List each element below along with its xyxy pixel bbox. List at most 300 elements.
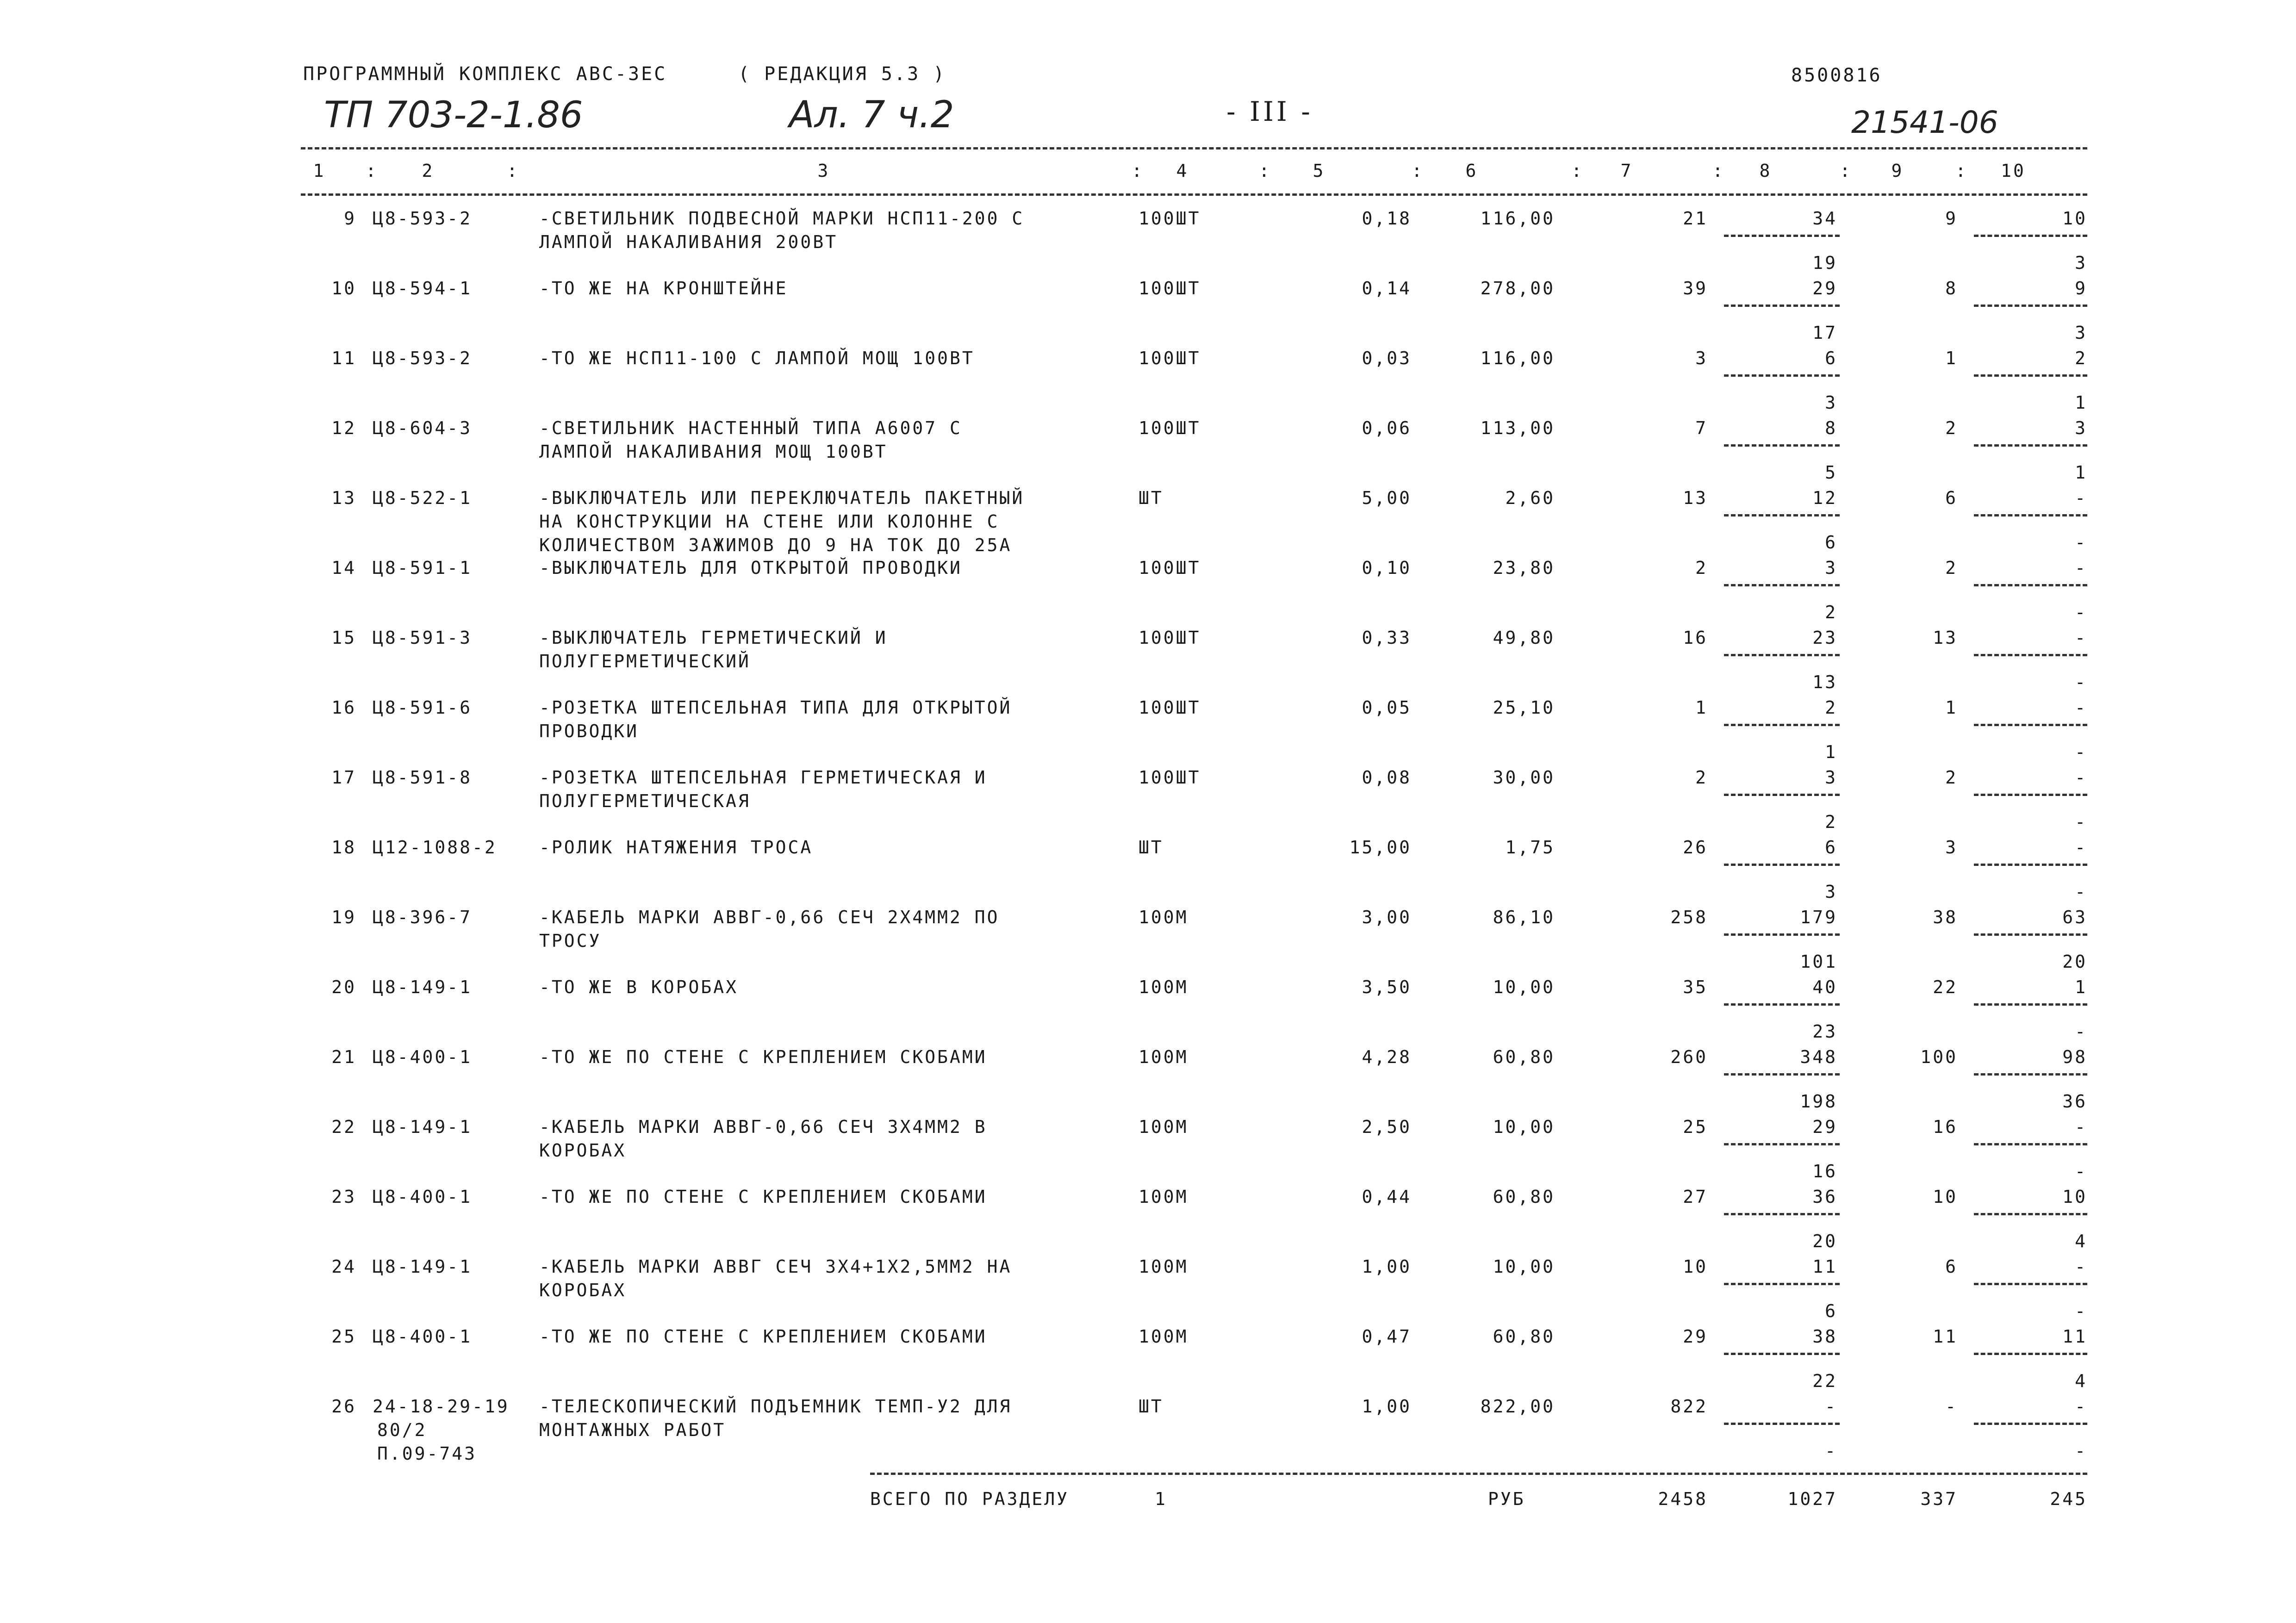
row-machine-wages: - (2075, 1396, 2087, 1417)
row-description: -ТО ЖЕ ПО СТЕНЕ С КРЕПЛЕНИЕМ СКОБАМИ (539, 1187, 987, 1207)
row-description: -СВЕТИЛЬНИК НАСТЕННЫЙ ТИПА А6007 С (539, 418, 962, 438)
row-total-cost: 21 (1683, 208, 1708, 229)
row-code: Ц8-591-6 (373, 697, 473, 718)
row-machines: 16 (1933, 1117, 1958, 1137)
row-unit: 100М (1139, 1117, 1188, 1137)
row-number: 20 (331, 977, 356, 997)
row-code: Ц8-604-3 (373, 418, 473, 438)
row-total-cost: 16 (1683, 628, 1708, 648)
row-wages: 3 (1825, 558, 1837, 578)
row-machine-wages-sub: 36 (2062, 1091, 2087, 1112)
row-subrule-8 (1724, 374, 1840, 377)
row-machine-wages: - (2075, 558, 2087, 578)
column-separator: : (366, 161, 378, 181)
row-description: -КАБЕЛЬ МАРКИ АВВГ СЕЧ 3Х4+1Х2,5ММ2 НА (539, 1256, 1012, 1277)
column-separator: : (507, 161, 519, 181)
row-wages: 12 (1812, 488, 1837, 508)
row-subrule-8 (1724, 1073, 1840, 1076)
row-description: -ТО ЖЕ НСП11-100 С ЛАМПОЙ МОЩ 100ВТ (539, 348, 975, 368)
header-rule (301, 193, 2087, 196)
row-unit-price: 86,10 (1493, 907, 1555, 927)
row-number: 22 (331, 1117, 356, 1137)
row-total-cost: 26 (1683, 837, 1708, 858)
row-subrule-8 (1724, 654, 1840, 656)
row-machines: 6 (1945, 488, 1958, 508)
row-quantity: 3,50 (1362, 977, 1412, 997)
row-code: Ц8-400-1 (373, 1187, 473, 1207)
row-quantity: 0,05 (1362, 697, 1412, 718)
row-unit-price: 49,80 (1493, 628, 1555, 648)
column-separator: : (1132, 161, 1144, 181)
row-machines: - (1945, 1396, 1958, 1417)
row-description: -СВЕТИЛЬНИК ПОДВЕСНОЙ МАРКИ НСП11-200 С (539, 208, 1025, 229)
row-machine-wages: 9 (2075, 278, 2087, 298)
row-code: Ц8-522-1 (373, 488, 473, 508)
row-unit: 100М (1139, 1256, 1188, 1277)
row-subrule-8 (1724, 514, 1840, 516)
row-wages: 29 (1812, 278, 1837, 298)
column-number: 6 (1465, 161, 1478, 181)
row-machines: 100 (1920, 1047, 1958, 1067)
row-wages: 6 (1825, 837, 1837, 858)
row-machine-wages-sub: 3 (2075, 323, 2087, 343)
row-machines: 10 (1933, 1187, 1958, 1207)
row-wages: - (1825, 1396, 1837, 1417)
row-quantity: 3,00 (1362, 907, 1412, 927)
row-wages: 40 (1812, 977, 1837, 997)
row-description: КОРОБАХ (539, 1280, 627, 1300)
row-unit: 100ШТ (1139, 208, 1201, 229)
row-machine-wages: - (2075, 1256, 2087, 1277)
column-number: 7 (1620, 161, 1633, 181)
column-separator: : (1259, 161, 1271, 181)
row-machines: 38 (1933, 907, 1958, 927)
column-separator: : (1712, 161, 1725, 181)
column-separator: : (1571, 161, 1584, 181)
row-subrule-10 (1974, 1423, 2087, 1425)
row-total-cost: 39 (1683, 278, 1708, 298)
row-description: -ВЫКЛЮЧАТЕЛЬ ГЕРМЕТИЧЕСКИЙ И (539, 628, 888, 648)
row-machine-wages: - (2075, 488, 2087, 508)
total-machine-wages: 245 (2050, 1489, 2087, 1509)
top-rule (301, 147, 2087, 149)
row-unit: ШТ (1139, 488, 1164, 508)
row-machines: 1 (1945, 697, 1958, 718)
row-total-cost: 1 (1695, 697, 1708, 718)
row-unit: 100М (1139, 1326, 1188, 1347)
row-machines: 6 (1945, 1256, 1958, 1277)
row-number: 25 (331, 1326, 356, 1347)
column-number: 9 (1891, 161, 1904, 181)
row-machine-wages: 10 (2062, 1187, 2087, 1207)
row-subrule-8 (1724, 1003, 1840, 1006)
total-machines: 337 (1920, 1489, 1958, 1509)
row-machine-wages-sub: - (2075, 882, 2087, 902)
row-description: МОНТАЖНЫХ РАБОТ (539, 1420, 726, 1440)
row-total-cost: 7 (1695, 418, 1708, 438)
row-number: 18 (331, 837, 356, 858)
row-machine-wages-sub: 1 (2075, 392, 2087, 413)
row-subrule-8 (1724, 724, 1840, 726)
row-description: ПРОВОДКИ (539, 721, 639, 741)
row-subrule-10 (1974, 933, 2087, 936)
row-machine-wages-sub: 4 (2075, 1371, 2087, 1391)
row-unit: 100ШТ (1139, 697, 1201, 718)
row-unit-price: 1,75 (1505, 837, 1555, 858)
row-total-cost: 2 (1695, 558, 1708, 578)
row-unit-price: 60,80 (1493, 1187, 1555, 1207)
row-total-cost: 822 (1670, 1396, 1708, 1417)
row-code-extra: П.09-743 (377, 1443, 477, 1464)
row-code: Ц8-593-2 (373, 348, 473, 368)
row-code: 24-18-29-19 (373, 1396, 510, 1417)
row-number: 26 (331, 1396, 356, 1417)
row-subrule-8 (1724, 1283, 1840, 1285)
row-subrule-8 (1724, 1423, 1840, 1425)
row-code: Ц8-593-2 (373, 208, 473, 229)
row-machine-wages-sub: - (2075, 602, 2087, 622)
column-number: 10 (2001, 161, 2026, 181)
row-number: 11 (331, 348, 356, 368)
row-machines: 11 (1933, 1326, 1958, 1347)
row-description: ЛАМПОЙ НАКАЛИВАНИЯ МОЩ 100ВТ (539, 442, 888, 462)
row-total-cost: 258 (1670, 907, 1708, 927)
program-name: ПРОГРАММНЫЙ КОМПЛЕКС АВС-3ЕС (303, 63, 667, 85)
program-edition: ( РЕДАКЦИЯ 5.3 ) (738, 63, 946, 85)
row-quantity: 0,06 (1362, 418, 1412, 438)
row-machine-wages: 98 (2062, 1047, 2087, 1067)
row-wages: 3 (1825, 767, 1837, 788)
row-unit: ШТ (1139, 1396, 1164, 1417)
row-code: Ц8-594-1 (373, 278, 473, 298)
row-quantity: 0,47 (1362, 1326, 1412, 1347)
row-number: 9 (344, 208, 356, 229)
row-machine-wages-sub: - (2075, 1301, 2087, 1321)
row-machine-wages: 11 (2062, 1326, 2087, 1347)
column-number: 2 (422, 161, 435, 181)
row-description: -ТО ЖЕ НА КРОНШТЕЙНЕ (539, 278, 788, 298)
row-total-cost: 35 (1683, 977, 1708, 997)
row-quantity: 0,18 (1362, 208, 1412, 229)
row-wages-sub: 3 (1825, 392, 1837, 413)
row-code: Ц12-1088-2 (373, 837, 497, 858)
row-description: ПОЛУГЕРМЕТИЧЕСКИЙ (539, 651, 751, 672)
row-unit: 100ШТ (1139, 558, 1201, 578)
row-wages: 348 (1800, 1047, 1837, 1067)
row-code: Ц8-400-1 (373, 1047, 473, 1067)
row-total-cost: 13 (1683, 488, 1708, 508)
row-wages-sub: - (1825, 1441, 1837, 1461)
row-number: 24 (331, 1256, 356, 1277)
row-total-cost: 3 (1695, 348, 1708, 368)
row-unit: 100М (1139, 977, 1188, 997)
row-wages: 179 (1800, 907, 1837, 927)
row-number: 10 (331, 278, 356, 298)
row-machine-wages-sub: - (2075, 532, 2087, 553)
row-description: ТРОСУ (539, 931, 602, 951)
total-count: 1 (1155, 1489, 1167, 1509)
row-wages-sub: 17 (1812, 323, 1837, 343)
row-machines: 8 (1945, 278, 1958, 298)
row-wages-sub: 13 (1812, 672, 1837, 692)
total-currency: РУБ (1488, 1489, 1525, 1509)
row-number: 19 (331, 907, 356, 927)
row-number: 15 (331, 628, 356, 648)
row-quantity: 15,00 (1349, 837, 1412, 858)
row-description: КОРОБАХ (539, 1140, 627, 1161)
row-machines: 1 (1945, 348, 1958, 368)
row-unit-price: 116,00 (1480, 348, 1555, 368)
row-unit-price: 30,00 (1493, 767, 1555, 788)
row-wages-sub: 198 (1800, 1091, 1837, 1112)
row-subrule-10 (1974, 1283, 2087, 1285)
row-machine-wages-sub: - (2075, 672, 2087, 692)
row-subrule-10 (1974, 305, 2087, 307)
row-code: Ц8-591-8 (373, 767, 473, 788)
row-wages-sub: 5 (1825, 462, 1837, 483)
row-wages-sub: 16 (1812, 1161, 1837, 1181)
row-description: -ТО ЖЕ В КОРОБАХ (539, 977, 739, 997)
row-unit: 100М (1139, 907, 1188, 927)
column-number: 4 (1176, 161, 1189, 181)
row-machines: 22 (1933, 977, 1958, 997)
row-unit: 100ШТ (1139, 628, 1201, 648)
row-total-cost: 27 (1683, 1187, 1708, 1207)
row-quantity: 1,00 (1362, 1256, 1412, 1277)
row-subrule-8 (1724, 1213, 1840, 1215)
row-description: ЛАМПОЙ НАКАЛИВАНИЯ 200ВТ (539, 232, 838, 252)
row-wages: 11 (1812, 1256, 1837, 1277)
row-unit: ШТ (1139, 837, 1164, 858)
row-code: Ц8-149-1 (373, 1117, 473, 1137)
row-unit: 100ШТ (1139, 348, 1201, 368)
row-wages: 34 (1812, 208, 1837, 229)
row-wages-sub: 20 (1812, 1231, 1837, 1251)
row-wages: 6 (1825, 348, 1837, 368)
row-wages-sub: 6 (1825, 532, 1837, 553)
row-code: Ц8-149-1 (373, 1256, 473, 1277)
row-number: 21 (331, 1047, 356, 1067)
row-wages-sub: 3 (1825, 882, 1837, 902)
row-unit: 100ШТ (1139, 767, 1201, 788)
row-subrule-10 (1974, 584, 2087, 586)
row-subrule-10 (1974, 654, 2087, 656)
row-subrule-10 (1974, 724, 2087, 726)
row-description: -РОЛИК НАТЯЖЕНИЯ ТРОСА (539, 837, 813, 858)
row-subrule-8 (1724, 794, 1840, 796)
row-machine-wages-sub: - (2075, 1441, 2087, 1461)
row-description: НА КОНСТРУКЦИИ НА СТЕНЕ ИЛИ КОЛОННЕ С (539, 511, 1000, 532)
row-subrule-10 (1974, 864, 2087, 866)
row-quantity: 0,03 (1362, 348, 1412, 368)
row-unit-price: 822,00 (1480, 1396, 1555, 1417)
row-machine-wages: - (2075, 628, 2087, 648)
row-wages-sub: 22 (1812, 1371, 1837, 1391)
row-machine-wages: 63 (2062, 907, 2087, 927)
row-machine-wages: 1 (2075, 977, 2087, 997)
row-subrule-8 (1724, 933, 1840, 936)
column-number: 3 (817, 161, 830, 181)
column-separator: : (1412, 161, 1424, 181)
row-machine-wages-sub: - (2075, 742, 2087, 762)
row-unit-price: 116,00 (1480, 208, 1555, 229)
row-wages: 29 (1812, 1117, 1837, 1137)
row-machines: 13 (1933, 628, 1958, 648)
row-subrule-10 (1974, 794, 2087, 796)
row-quantity: 0,08 (1362, 767, 1412, 788)
row-machine-wages: 2 (2075, 348, 2087, 368)
row-machines: 2 (1945, 418, 1958, 438)
row-number: 13 (331, 488, 356, 508)
row-subrule-8 (1724, 584, 1840, 586)
row-quantity: 0,14 (1362, 278, 1412, 298)
page-number: - III - (1226, 96, 1313, 127)
row-machine-wages: - (2075, 1117, 2087, 1137)
row-quantity: 5,00 (1362, 488, 1412, 508)
row-subrule-10 (1974, 1353, 2087, 1355)
row-machines: 2 (1945, 767, 1958, 788)
row-machine-wages-sub: 4 (2075, 1231, 2087, 1251)
row-wages: 8 (1825, 418, 1837, 438)
row-description: -РОЗЕТКА ШТЕПСЕЛЬНАЯ ГЕРМЕТИЧЕСКАЯ И (539, 767, 987, 788)
row-wages-sub: 2 (1825, 812, 1837, 832)
column-number: 1 (313, 161, 326, 181)
row-description: -КАБЕЛЬ МАРКИ АВВГ-0,66 СЕЧ 2Х4ММ2 ПО (539, 907, 1000, 927)
row-description: ПОЛУГЕРМЕТИЧЕСКАЯ (539, 791, 751, 811)
row-unit-price: 10,00 (1493, 1256, 1555, 1277)
row-number: 12 (331, 418, 356, 438)
row-code: Ц8-591-1 (373, 558, 473, 578)
row-unit: 100М (1139, 1047, 1188, 1067)
row-number: 16 (331, 697, 356, 718)
row-unit-price: 2,60 (1505, 488, 1555, 508)
document-code: 8500816 (1791, 65, 1882, 86)
row-subrule-8 (1724, 1143, 1840, 1145)
row-subrule-8 (1724, 305, 1840, 307)
total-rule (870, 1473, 2087, 1475)
row-quantity: 2,50 (1362, 1117, 1412, 1137)
row-wages: 38 (1812, 1326, 1837, 1347)
row-machine-wages-sub: - (2075, 812, 2087, 832)
row-description: -ТО ЖЕ ПО СТЕНЕ С КРЕПЛЕНИЕМ СКОБАМИ (539, 1047, 987, 1067)
row-unit-price: 113,00 (1480, 418, 1555, 438)
row-description: -ТО ЖЕ ПО СТЕНЕ С КРЕПЛЕНИЕМ СКОБАМИ (539, 1326, 987, 1347)
row-wages-sub: 19 (1812, 253, 1837, 273)
album-number: Ал. 7 ч.2 (789, 93, 954, 136)
row-total-cost: 2 (1695, 767, 1708, 788)
row-total-cost: 260 (1670, 1047, 1708, 1067)
row-subrule-10 (1974, 374, 2087, 377)
row-machine-wages-sub: 3 (2075, 253, 2087, 273)
row-description: -ТЕЛЕСКОПИЧЕСКИЙ ПОДЪЕМНИК ТЕМП-У2 ДЛЯ (539, 1396, 1012, 1417)
total-label: ВСЕГО ПО РАЗДЕЛУ (870, 1489, 1070, 1509)
row-wages-sub: 23 (1812, 1021, 1837, 1042)
row-machine-wages: - (2075, 697, 2087, 718)
row-machine-wages-sub: 20 (2062, 951, 2087, 972)
row-machines: 2 (1945, 558, 1958, 578)
row-description: -КАБЕЛЬ МАРКИ АВВГ-0,66 СЕЧ 3Х4ММ2 В (539, 1117, 987, 1137)
row-machine-wages: - (2075, 767, 2087, 788)
row-subrule-8 (1724, 1353, 1840, 1355)
row-machine-wages: - (2075, 837, 2087, 858)
row-subrule-10 (1974, 1073, 2087, 1076)
row-description: -ВЫКЛЮЧАТЕЛЬ ИЛИ ПЕРЕКЛЮЧАТЕЛЬ ПАКЕТНЫЙ (539, 488, 1025, 508)
row-subrule-8 (1724, 235, 1840, 237)
row-wages: 2 (1825, 697, 1837, 718)
row-quantity: 0,44 (1362, 1187, 1412, 1207)
row-wages-sub: 101 (1800, 951, 1837, 972)
column-separator: : (1955, 161, 1968, 181)
row-subrule-10 (1974, 444, 2087, 447)
row-wages: 23 (1812, 628, 1837, 648)
row-number: 14 (331, 558, 356, 578)
row-number: 23 (331, 1187, 356, 1207)
row-machine-wages-sub: - (2075, 1161, 2087, 1181)
total-wages: 1027 (1787, 1489, 1837, 1509)
row-unit-price: 25,10 (1493, 697, 1555, 718)
row-unit-price: 278,00 (1480, 278, 1555, 298)
row-subrule-10 (1974, 1213, 2087, 1215)
row-machine-wages-sub: - (2075, 1021, 2087, 1042)
column-number: 5 (1313, 161, 1325, 181)
row-total-cost: 10 (1683, 1256, 1708, 1277)
total-cost: 2458 (1658, 1489, 1708, 1509)
row-wages-sub: 1 (1825, 742, 1837, 762)
column-number: 8 (1759, 161, 1772, 181)
row-unit-price: 60,80 (1493, 1326, 1555, 1347)
row-unit-price: 60,80 (1493, 1047, 1555, 1067)
row-quantity: 0,33 (1362, 628, 1412, 648)
row-unit-price: 10,00 (1493, 977, 1555, 997)
row-unit: 100М (1139, 1187, 1188, 1207)
row-description: -РОЗЕТКА ШТЕПСЕЛЬНАЯ ТИПА ДЛЯ ОТКРЫТОЙ (539, 697, 1012, 718)
row-subrule-8 (1724, 444, 1840, 447)
row-code-extra: 80/2 (377, 1420, 427, 1440)
row-unit: 100ШТ (1139, 418, 1201, 438)
row-number: 17 (331, 767, 356, 788)
row-subrule-10 (1974, 1143, 2087, 1145)
row-total-cost: 29 (1683, 1326, 1708, 1347)
row-machine-wages-sub: 1 (2075, 462, 2087, 483)
project-number: ТП 703-2-1.86 (324, 94, 583, 136)
row-machines: 3 (1945, 837, 1958, 858)
row-machine-wages: 10 (2062, 208, 2087, 229)
row-description: КОЛИЧЕСТВОМ ЗАЖИМОВ ДО 9 НА ТОК ДО 25А (539, 535, 1012, 555)
row-total-cost: 25 (1683, 1117, 1708, 1137)
row-subrule-8 (1724, 864, 1840, 866)
row-unit-price: 23,80 (1493, 558, 1555, 578)
row-subrule-10 (1974, 235, 2087, 237)
column-separator: : (1840, 161, 1852, 181)
row-wages-sub: 6 (1825, 1301, 1837, 1321)
row-code: Ц8-396-7 (373, 907, 473, 927)
row-wages: 36 (1812, 1187, 1837, 1207)
row-quantity: 4,28 (1362, 1047, 1412, 1067)
row-unit: 100ШТ (1139, 278, 1201, 298)
row-wages-sub: 2 (1825, 602, 1837, 622)
row-description: -ВЫКЛЮЧАТЕЛЬ ДЛЯ ОТКРЫТОЙ ПРОВОДКИ (539, 558, 962, 578)
row-code: Ц8-400-1 (373, 1326, 473, 1347)
row-code: Ц8-149-1 (373, 977, 473, 997)
row-code: Ц8-591-3 (373, 628, 473, 648)
inventory-number: 21541-06 (1851, 105, 1998, 140)
row-quantity: 0,10 (1362, 558, 1412, 578)
row-unit-price: 10,00 (1493, 1117, 1555, 1137)
row-machines: 9 (1945, 208, 1958, 229)
row-quantity: 1,00 (1362, 1396, 1412, 1417)
row-subrule-10 (1974, 1003, 2087, 1006)
row-subrule-10 (1974, 514, 2087, 516)
